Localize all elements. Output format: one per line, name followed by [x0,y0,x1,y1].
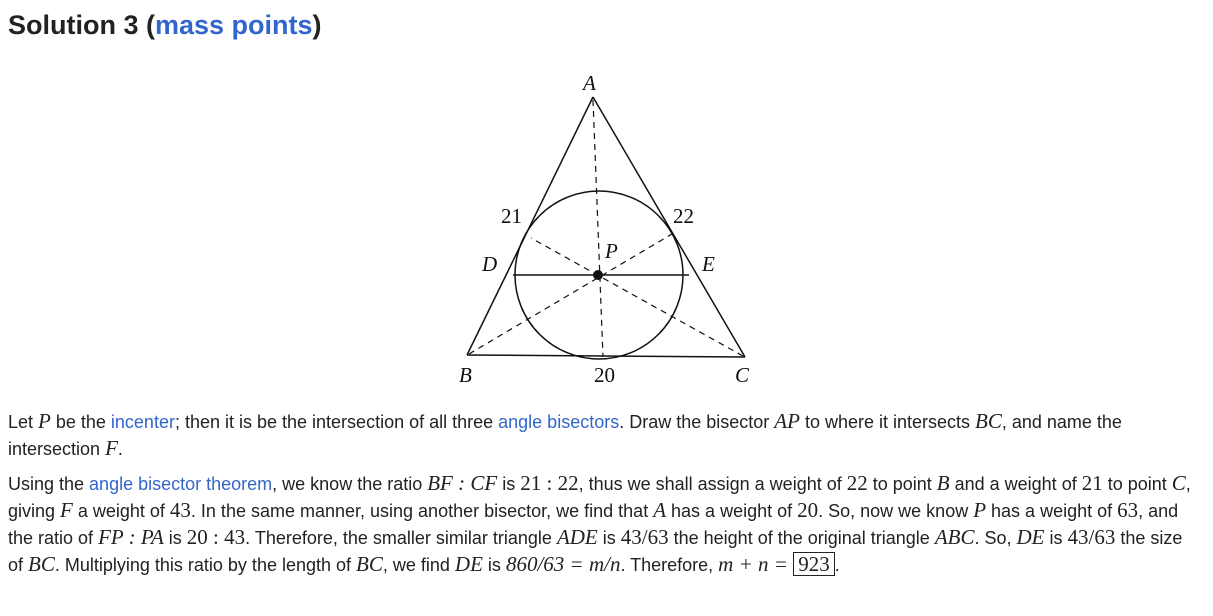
p1-text: ; then it is be the intersection of all three [174,412,499,432]
p1-text: . [117,439,123,459]
math-number: 20 [797,498,819,522]
math-fp-pa: FP : PA [98,525,164,549]
point-p-label: P [605,239,618,263]
angle-bisectors-link[interactable]: angle bisectors [498,412,620,432]
p1-text: . Draw the bisector [619,412,775,432]
math-sum: m + n = [718,552,794,576]
math-bc: BC [356,552,383,576]
p2-text: , we know the ratio [272,474,428,494]
math-bc: BC [28,552,55,576]
p2-text: a weight of [72,501,170,521]
bisector-from-b [469,234,672,354]
math-ap: AP [774,409,800,433]
p2-text: is [497,474,521,494]
incenter-link[interactable]: incenter [110,412,175,432]
math-de: DE [454,552,483,576]
p2-text: is [597,528,621,548]
math-number: 21 [1081,471,1103,495]
math-bc: BC [975,409,1002,433]
math-a: A [653,498,667,522]
p2-text: has a weight of [666,501,798,521]
p2-text: . In the same manner, using another bisector, we find that [190,501,654,521]
p1-text: be the [50,412,111,432]
vertex-b-label: B [459,363,472,387]
p2-text: , giving [8,474,1191,521]
p2-text: the height of the original triangle [668,528,935,548]
p2-text: to point [1102,474,1172,494]
p2-text: to point [867,474,937,494]
math-number: 63 [1117,498,1139,522]
angle-bisector-theorem-link[interactable]: angle bisector theorem [89,474,273,494]
p2-text: . [834,555,840,575]
p2-text: and a weight of [949,474,1082,494]
p2-text: . Multiplying this ratio by the length of [54,555,357,575]
p2-text: , thus we shall assign a weight of [578,474,847,494]
side-bc-length-label: 20 [594,363,615,387]
heading-suffix: ) [312,10,322,40]
math-number: 22 [846,471,868,495]
incenter-point [593,270,603,280]
p1-text: , and name the intersection [8,412,1122,459]
math-ratio: 21 : 22 [520,471,579,495]
math-bf-cf: BF : CF [427,471,498,495]
side-ab-length-label: 21 [501,204,522,228]
paragraph-mass-points [8,470,1198,578]
math-de: DE [1016,525,1045,549]
paragraph-incenter [8,408,1198,462]
p2-text: is [1044,528,1068,548]
math-f: F [105,436,118,460]
math-abc: ABC [934,525,975,549]
p2-text: , we find [382,555,455,575]
math-ratio: 20 : 43 [186,525,246,549]
p2-text: . Therefore, the smaller similar triangle [245,528,557,548]
math-result: 860/63 = m/n [505,552,621,576]
math-p: P [973,498,987,522]
bisector-from-a [593,100,603,357]
heading-prefix: Solution 3 ( [8,10,155,40]
math-ade: ADE [556,525,598,549]
math-f: F [60,498,73,522]
point-d-label: D [482,252,498,276]
vertex-a-label: A [583,71,596,95]
side-ac-length-label: 22 [673,204,694,228]
p2-text: Using the [8,474,90,494]
p2-text: the size of [8,528,1183,575]
math-b: B [936,471,950,495]
p1-text: to where it intersects [799,412,976,432]
p2-text: . So, now we know [818,501,974,521]
vertex-c-label: C [735,363,750,387]
p2-text: is [482,555,506,575]
p1-text: Let [8,412,39,432]
math-c: C [1171,471,1186,495]
mass-points-link[interactable]: mass points [154,10,313,40]
side-bc [467,355,745,357]
side-ac [593,97,745,357]
p2-text: . Therefore, [620,555,719,575]
p2-text: , and the ratio of [8,501,1179,548]
math-number: 43 [169,498,191,522]
point-e-label: E [702,252,715,276]
p2-text: . So, [974,528,1017,548]
p2-text: is [163,528,187,548]
math-p: P [38,409,51,433]
math-fraction: 43/63 [620,525,669,549]
p2-text: has a weight of [986,501,1118,521]
math-fraction: 43/63 [1067,525,1116,549]
boxed-answer: 923 [793,552,835,576]
